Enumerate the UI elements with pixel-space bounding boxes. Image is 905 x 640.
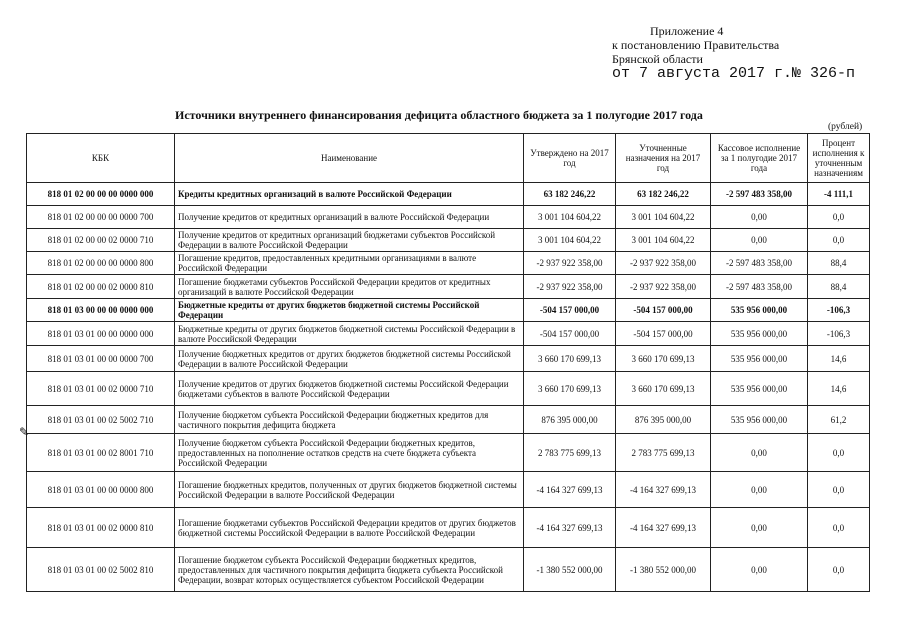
column-header-percent: Процент исполнения к уточненным назначениям bbox=[808, 134, 870, 183]
column-header-revised: Уточненные назначения на 2017 год bbox=[616, 134, 711, 183]
percent-cell: 0,0 bbox=[808, 206, 870, 229]
revised-cell: -4 164 327 699,13 bbox=[616, 472, 711, 508]
approved-cell: -1 380 552 000,00 bbox=[524, 548, 616, 592]
name-cell: Погашение бюджетных кредитов, полученных от других бюджетов бюджетной системы Российской Федерации в валюте Российской Федерации bbox=[175, 472, 524, 508]
table-row bbox=[27, 372, 870, 406]
kbk-cell: 818 01 03 00 00 00 0000 000 bbox=[27, 299, 175, 322]
executed-cell: 0,00 bbox=[711, 472, 808, 508]
kbk-cell: 818 01 03 01 00 00 0000 800 bbox=[27, 472, 175, 508]
kbk-cell: 818 01 03 01 00 00 0000 000 bbox=[27, 322, 175, 346]
approved-cell: 876 395 000,00 bbox=[524, 406, 616, 434]
table-row bbox=[27, 252, 870, 275]
table-row bbox=[27, 275, 870, 299]
table-row bbox=[27, 472, 870, 508]
percent-cell: 0,0 bbox=[808, 434, 870, 472]
percent-cell: 14,6 bbox=[808, 346, 870, 372]
column-header-executed: Кассовое исполнение за 1 полугодие 2017 года bbox=[711, 134, 808, 183]
executed-cell: -2 597 483 358,00 bbox=[711, 183, 808, 206]
financing-table bbox=[26, 133, 870, 592]
revised-cell: 3 001 104 604,22 bbox=[616, 206, 711, 229]
executed-cell: 0,00 bbox=[711, 548, 808, 592]
revised-cell: -2 937 922 358,00 bbox=[616, 252, 711, 275]
percent-cell: -106,3 bbox=[808, 322, 870, 346]
kbk-cell: 818 01 02 00 00 00 0000 700 bbox=[27, 206, 175, 229]
kbk-cell: 818 01 03 01 00 00 0000 700 bbox=[27, 346, 175, 372]
table-header-row bbox=[27, 134, 870, 183]
appendix-line: Приложение 4 bbox=[650, 24, 724, 38]
kbk-cell: 818 01 02 00 00 00 0000 800 bbox=[27, 252, 175, 275]
name-cell: Получение кредитов от кредитных организаций в валюте Российской Федерации bbox=[175, 206, 524, 229]
table-row bbox=[27, 183, 870, 206]
kbk-cell: 818 01 03 01 00 02 8001 710 bbox=[27, 434, 175, 472]
approved-cell: -4 164 327 699,13 bbox=[524, 508, 616, 548]
kbk-cell: 818 01 03 01 00 02 5002 710 bbox=[27, 406, 175, 434]
name-cell: Бюджетные кредиты от других бюджетов бюджетной системы Российской Федерации в валюте Российской Федерации bbox=[175, 322, 524, 346]
document-title: Источники внутреннего финансирования дефицита областного бюджета за 1 полугодие 2017 года bbox=[175, 108, 703, 122]
table-row bbox=[27, 346, 870, 372]
name-cell: Погашение кредитов, предоставленных кредитными организациями в валюте Российской Федерации bbox=[175, 252, 524, 275]
percent-cell: 0,0 bbox=[808, 472, 870, 508]
approved-cell: 3 660 170 699,13 bbox=[524, 372, 616, 406]
kbk-cell: 818 01 03 01 00 02 5002 810 bbox=[27, 548, 175, 592]
revised-cell: -504 157 000,00 bbox=[616, 299, 711, 322]
percent-cell: -106,3 bbox=[808, 299, 870, 322]
kbk-cell: 818 01 02 00 00 02 0000 810 bbox=[27, 275, 175, 299]
executed-cell: -2 597 483 358,00 bbox=[711, 275, 808, 299]
column-header-approved: Утверждено на 2017 год bbox=[524, 134, 616, 183]
kbk-cell: 818 01 03 01 00 02 0000 710 bbox=[27, 372, 175, 406]
executed-cell: 0,00 bbox=[711, 229, 808, 252]
revised-cell: 3 660 170 699,13 bbox=[616, 346, 711, 372]
name-cell: Погашение бюджетами субъектов Российской Федерации кредитов от кредитных организаций в валюте Российской Федерации bbox=[175, 275, 524, 299]
table-row bbox=[27, 229, 870, 252]
approved-cell: -504 157 000,00 bbox=[524, 322, 616, 346]
table-row bbox=[27, 548, 870, 592]
executed-cell: 0,00 bbox=[711, 508, 808, 548]
table-row bbox=[27, 299, 870, 322]
executed-cell: 535 956 000,00 bbox=[711, 299, 808, 322]
approved-cell: 3 660 170 699,13 bbox=[524, 346, 616, 372]
approved-cell: -4 164 327 699,13 bbox=[524, 472, 616, 508]
approved-cell: -504 157 000,00 bbox=[524, 299, 616, 322]
approved-cell: -2 937 922 358,00 bbox=[524, 252, 616, 275]
revised-cell: -4 164 327 699,13 bbox=[616, 508, 711, 548]
name-cell: Получение бюджетом субъекта Российской Федерации бюджетных кредитов для частичного покрытия дефицита бюджета bbox=[175, 406, 524, 434]
percent-cell: 61,2 bbox=[808, 406, 870, 434]
appendix-line: Брянской области bbox=[612, 52, 703, 66]
kbk-cell: 818 01 02 00 00 02 0000 710 bbox=[27, 229, 175, 252]
percent-cell: 14,6 bbox=[808, 372, 870, 406]
name-cell: Получение кредитов от других бюджетов бюджетной системы Российской Федерации бюджетами субъектов в валюте Российской Федерации bbox=[175, 372, 524, 406]
table-row bbox=[27, 406, 870, 434]
approved-cell: 3 001 104 604,22 bbox=[524, 229, 616, 252]
percent-cell: 88,4 bbox=[808, 252, 870, 275]
percent-cell: 88,4 bbox=[808, 275, 870, 299]
percent-cell: -4 111,1 bbox=[808, 183, 870, 206]
revised-cell: -1 380 552 000,00 bbox=[616, 548, 711, 592]
table-row bbox=[27, 206, 870, 229]
appendix-block bbox=[612, 24, 855, 82]
percent-cell: 0,0 bbox=[808, 229, 870, 252]
executed-cell: 535 956 000,00 bbox=[711, 406, 808, 434]
name-cell: Получение кредитов от кредитных организаций бюджетами субъектов Российской Федерации в валюте Российской Федерации bbox=[175, 229, 524, 252]
name-cell: Погашение бюджетами субъектов Российской Федерации кредитов от других бюджетов бюджетной системы Российской Федерации в валюте Российской Федерации bbox=[175, 508, 524, 548]
margin-mark-icon: ✎ bbox=[19, 425, 30, 439]
name-cell: Бюджетные кредиты от других бюджетов бюджетной системы Российской Федерации bbox=[175, 299, 524, 322]
appendix-line: к постановлению Правительства bbox=[612, 38, 780, 52]
revised-cell: 3 001 104 604,22 bbox=[616, 229, 711, 252]
revised-cell: 3 660 170 699,13 bbox=[616, 372, 711, 406]
percent-cell: 0,0 bbox=[808, 508, 870, 548]
table-row bbox=[27, 322, 870, 346]
appendix-date: от 7 августа 2017 г.№ 326-п bbox=[612, 65, 856, 82]
executed-cell: 535 956 000,00 bbox=[711, 372, 808, 406]
column-header-kbk: КБК bbox=[27, 134, 175, 183]
revised-cell: 876 395 000,00 bbox=[616, 406, 711, 434]
name-cell: Кредиты кредитных организаций в валюте Российской Федерации bbox=[175, 183, 524, 206]
name-cell: Получение бюджетных кредитов от других бюджетов бюджетной системы Российской Федерации в валюте Российской Федерации bbox=[175, 346, 524, 372]
name-cell: Получение бюджетом субъекта Российской Федерации бюджетных кредитов, предоставленных на пополнение остатков средств на счете бюджета субъекта Российской Федерации bbox=[175, 434, 524, 472]
name-cell: Погашение бюджетом субъекта Российской Федерации бюджетных кредитов, предоставленных для частичного покрытия дефицита бюджета субъекта Российской Федерации, возврат которых осуществляется субъектом Российской Федерации bbox=[175, 548, 524, 592]
kbk-cell: 818 01 02 00 00 00 0000 000 bbox=[27, 183, 175, 206]
approved-cell: 63 182 246,22 bbox=[524, 183, 616, 206]
table-row bbox=[27, 508, 870, 548]
approved-cell: 3 001 104 604,22 bbox=[524, 206, 616, 229]
kbk-cell: 818 01 03 01 00 02 0000 810 bbox=[27, 508, 175, 548]
revised-cell: -2 937 922 358,00 bbox=[616, 275, 711, 299]
approved-cell: 2 783 775 699,13 bbox=[524, 434, 616, 472]
executed-cell: 0,00 bbox=[711, 206, 808, 229]
approved-cell: -2 937 922 358,00 bbox=[524, 275, 616, 299]
table-row bbox=[27, 434, 870, 472]
executed-cell: -2 597 483 358,00 bbox=[711, 252, 808, 275]
executed-cell: 535 956 000,00 bbox=[711, 322, 808, 346]
revised-cell: -504 157 000,00 bbox=[616, 322, 711, 346]
units-label: (рублей) bbox=[828, 122, 863, 132]
executed-cell: 0,00 bbox=[711, 434, 808, 472]
column-header-name: Наименование bbox=[175, 134, 524, 183]
percent-cell: 0,0 bbox=[808, 548, 870, 592]
executed-cell: 535 956 000,00 bbox=[711, 346, 808, 372]
revised-cell: 2 783 775 699,13 bbox=[616, 434, 711, 472]
revised-cell: 63 182 246,22 bbox=[616, 183, 711, 206]
